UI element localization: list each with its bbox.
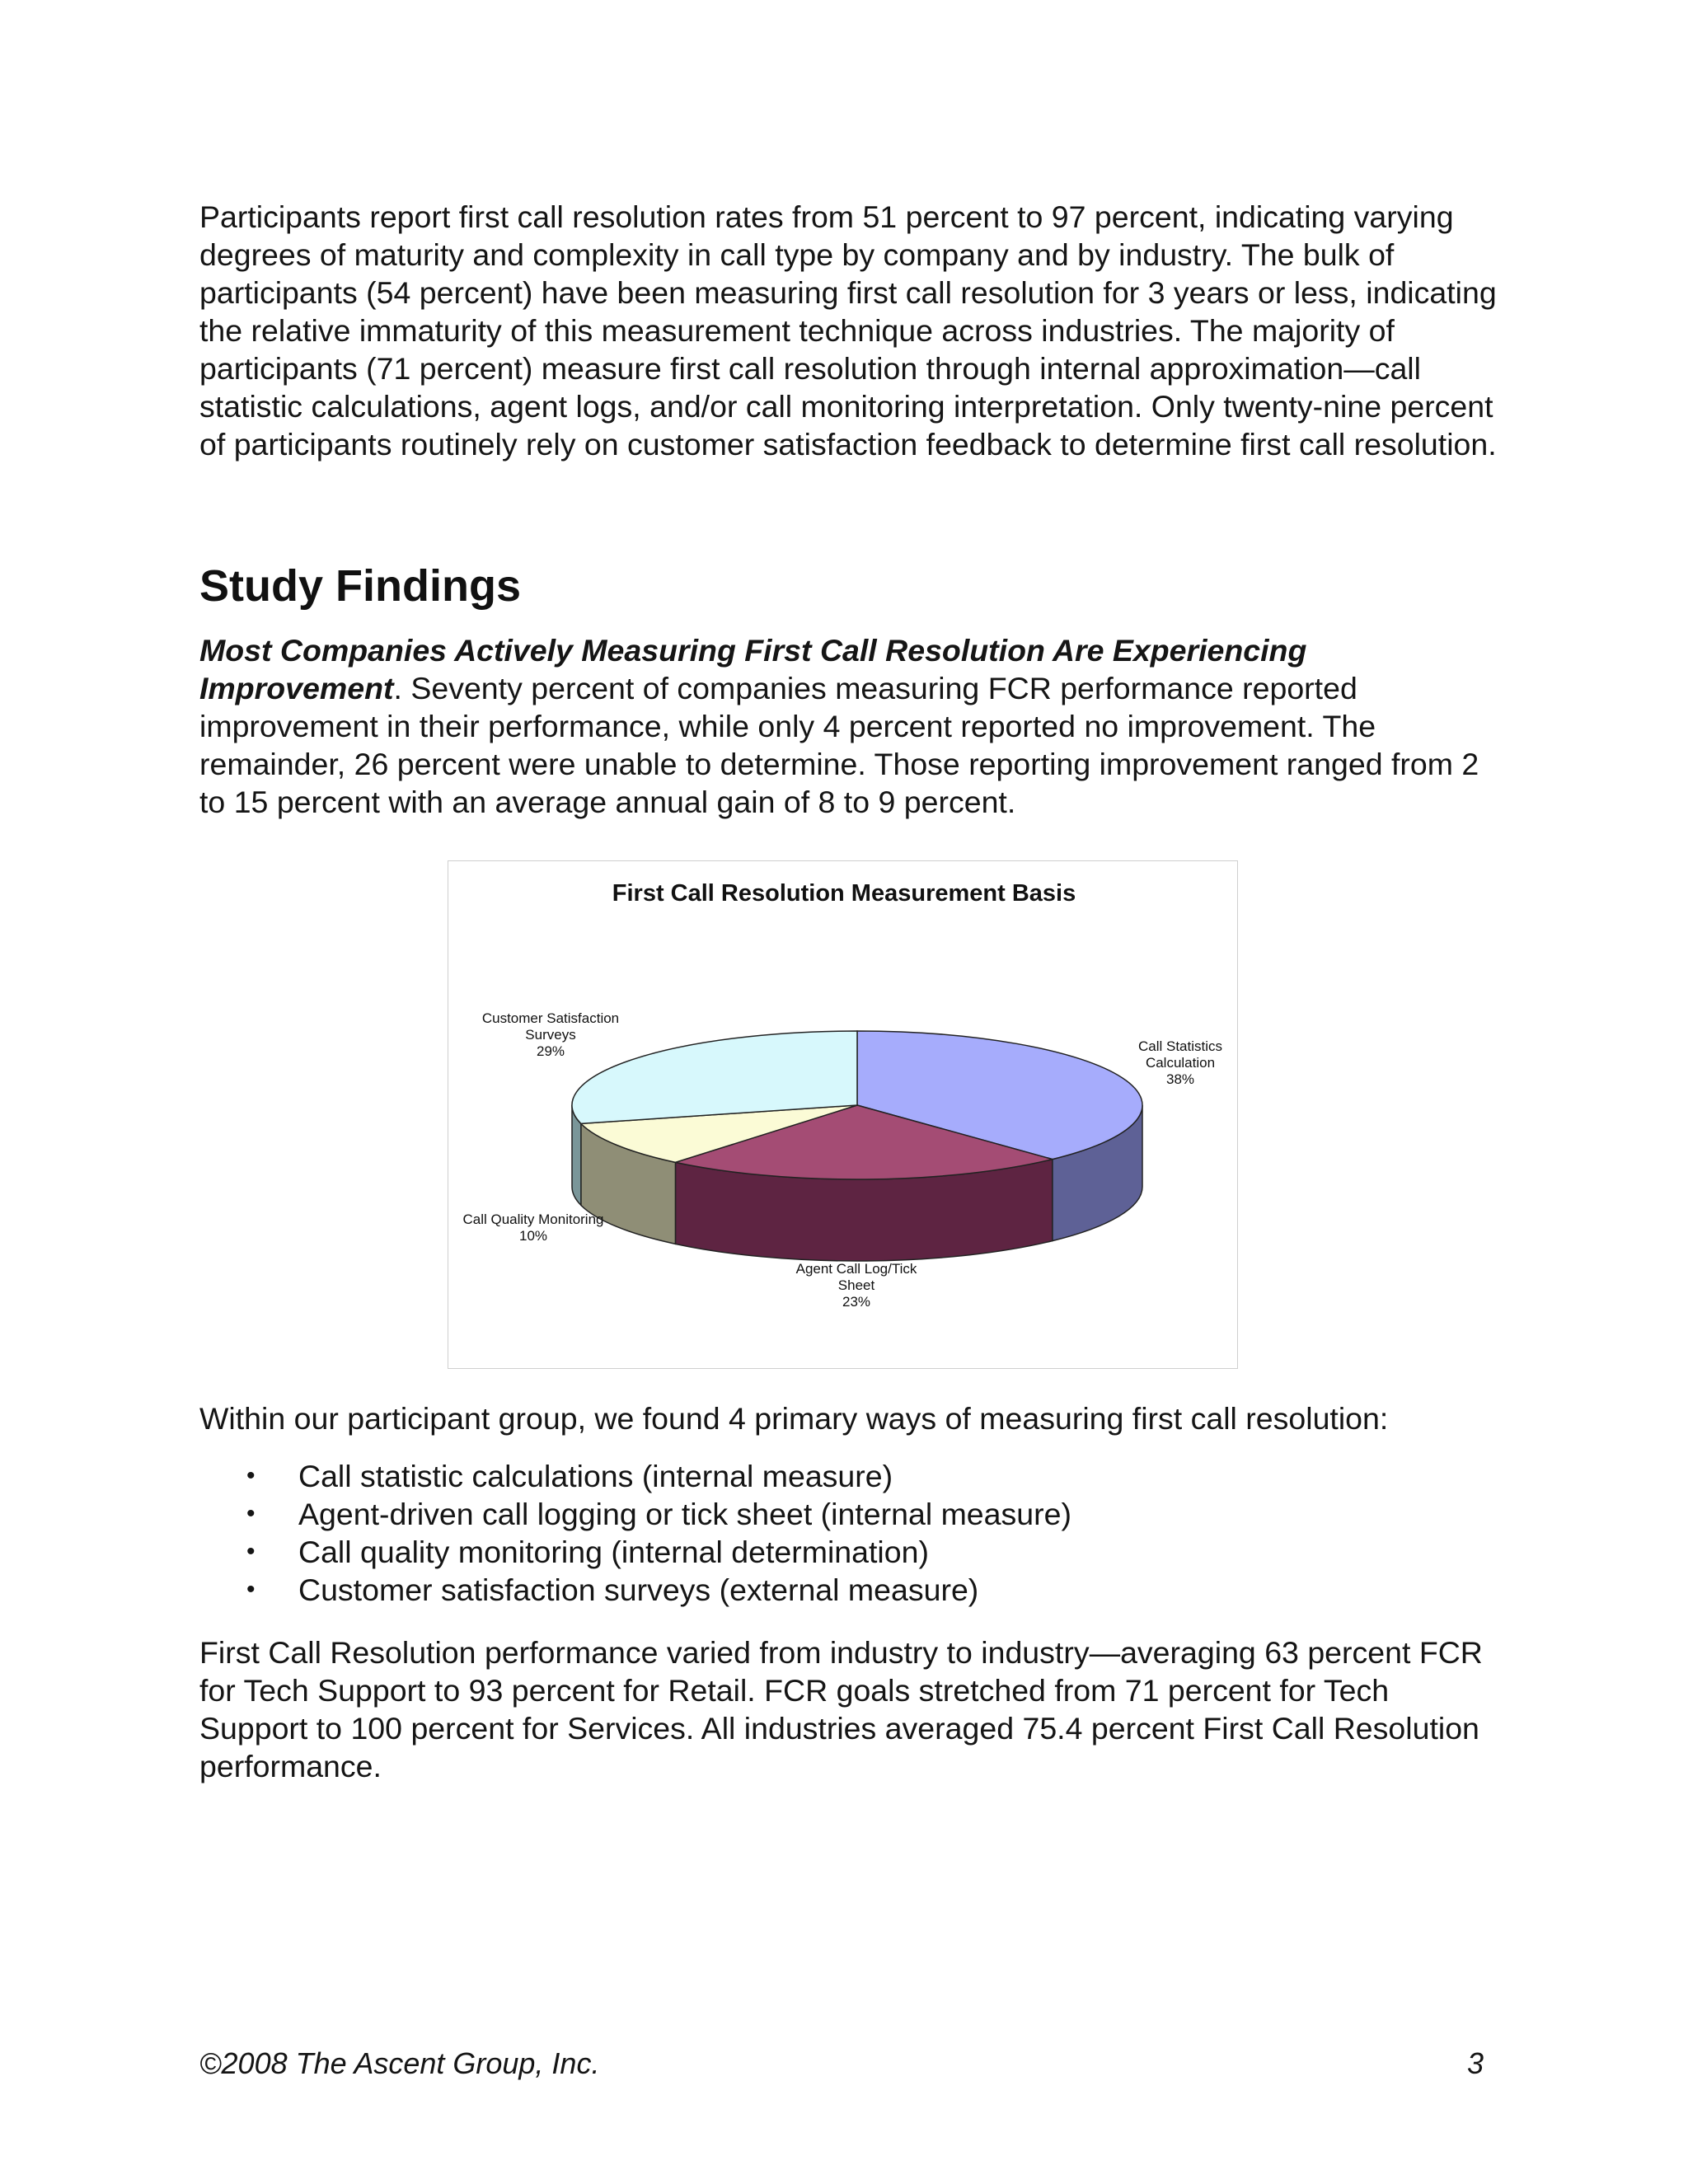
finding-paragraph — [199, 631, 1502, 821]
list-item — [199, 1457, 1485, 1495]
closing-paragraph: First Call Resolution performance varied from industry to industry—averaging 63 percent FCR for Tech Support to 93 percent for Retail. FCR goals stretched from 71 percent for Tech Support to 100 percent for Services. All industries averaged 75.4 percent First Call Resolution performance. — [199, 1635, 1483, 1783]
bullet-dot: • — [246, 1500, 256, 1527]
slice-label: Agent Call Log/Tick Sheet 23% — [795, 1261, 917, 1310]
intro-paragraph: Participants report first call resolution rates from 51 percent to 97 percent, indicating varying degrees of maturity and complexity in call type by company and by industry. The bulk of participants (54 percent) have been measuring first call resolution for 3 years or less, indicating the relative immaturity of this measurement technique across industries. The majority of participants (71 percent) measure first call resolution through internal approximation—call statistic calculations, agent logs, and/or call monitoring interpretation. Only twenty-nine percent of participants routinely rely on customer satisfaction feedback to determine first call resolution. — [199, 199, 1497, 462]
chart-title: First Call Resolution Measurement Basis — [612, 880, 1076, 907]
list-item — [199, 1495, 1485, 1533]
list-intro-paragraph: Within our participant group, we found 4 primary ways of measuring first call resolution: — [199, 1401, 1389, 1436]
finding-body: . Seventy percent of companies measuring FCR performance reported improvement in their performance, while only 4 percent reported no improvement. The remainder, 26 percent were unable to determine. Those reporting improvement ranged from 2 to 15 percent with an average annual gain of 8 to 9 percent. — [199, 671, 1479, 819]
slice-label: Call Quality Monitoring 10% — [462, 1212, 604, 1244]
list-item-text: Call statistic calculations (internal measure) — [298, 1459, 893, 1493]
methods-list — [199, 1457, 1485, 1609]
pie-chart-svg — [448, 861, 1239, 1370]
section-heading: Study Findings — [199, 561, 521, 611]
bullet-dot: • — [246, 1576, 256, 1603]
bullet-dot: • — [246, 1462, 256, 1489]
slice-label: Call Statistics Calculation 38% — [1137, 1038, 1223, 1087]
bullet-dot: • — [246, 1538, 256, 1565]
page-number: 3 — [1466, 2046, 1484, 2080]
finding-lead: Most Companies Actively Measuring First Call Resolution Are Experiencing Improvement — [199, 633, 1307, 705]
list-item-text: Customer satisfaction surveys (external measure) — [298, 1572, 979, 1607]
list-item — [199, 1533, 1485, 1571]
slice-label: Customer Satisfaction Surveys 29% — [481, 1010, 620, 1059]
footer-copyright: ©2008 The Ascent Group, Inc. — [199, 2046, 600, 2080]
pie-chart — [448, 860, 1238, 1369]
list-item-text: Agent-driven call logging or tick sheet (internal measure) — [298, 1497, 1071, 1531]
list-item-text: Call quality monitoring (internal determination) — [298, 1535, 929, 1569]
list-item — [199, 1571, 1485, 1609]
